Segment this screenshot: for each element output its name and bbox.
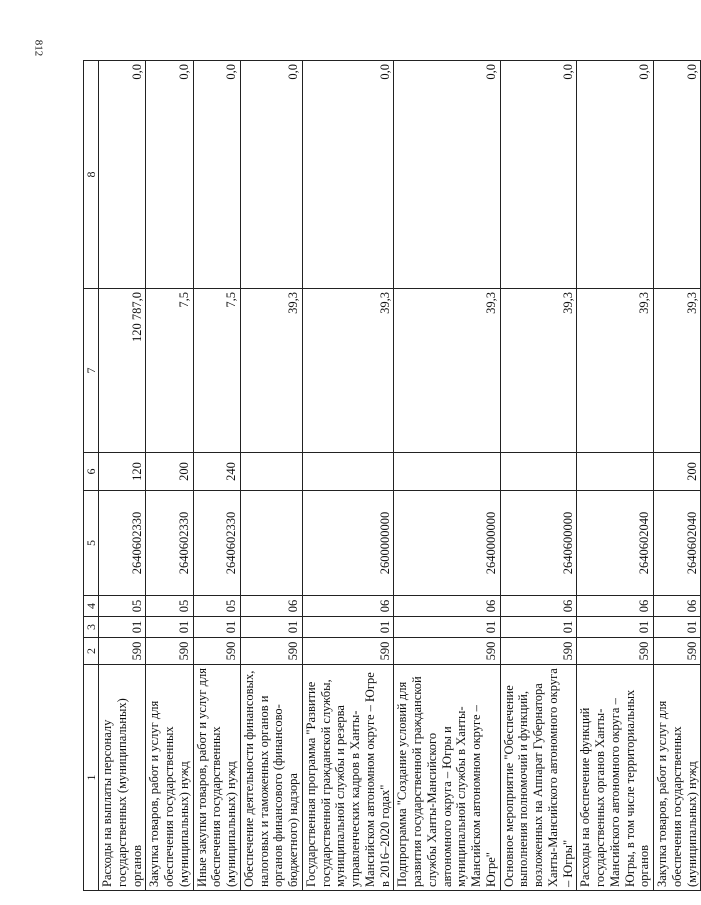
cell-admin-code: 590 (146, 638, 193, 665)
header-cell-8: 8 (84, 61, 99, 289)
cell-target-article: 2640602330 (146, 491, 193, 596)
cell-section: 01 (146, 617, 193, 638)
cell-admin-code: 590 (500, 638, 577, 665)
cell-subsection: 06 (577, 596, 654, 617)
row-description: Подпрограмма "Создание условий для развития государственной гражданской службы Ханты-Мансийского автономного округа – Югры и муниципальной службы в Ханты-Мансийском автономном округе – Югре" (394, 665, 500, 891)
cell-expense-type: 200 (654, 453, 701, 491)
cell-target-article: 2640602330 (193, 491, 240, 596)
cell-amount: 39,3 (654, 289, 701, 453)
cell-amount: 7,5 (146, 289, 193, 453)
cell-amount: 39,3 (240, 289, 302, 453)
row-description: Иные закупки товаров, работ и услуг для обеспечения государственных (муниципальных) нужд (193, 665, 240, 891)
cell-section: 01 (240, 617, 302, 638)
cell-amount-2: 0,0 (577, 61, 654, 289)
cell-subsection: 06 (500, 596, 577, 617)
rotated-table-wrapper (83, 61, 699, 891)
cell-subsection: 06 (654, 596, 701, 617)
cell-admin-code: 590 (240, 638, 302, 665)
cell-target-article: 2640602040 (654, 491, 701, 596)
cell-expense-type (394, 453, 500, 491)
header-cell-2: 2 (84, 638, 99, 665)
cell-amount-2: 0,0 (394, 61, 500, 289)
cell-admin-code: 590 (193, 638, 240, 665)
cell-section: 01 (577, 617, 654, 638)
row-description: Расходы на выплаты персоналу государственных (муниципальных) органов (99, 665, 146, 891)
cell-section: 01 (394, 617, 500, 638)
document-page (83, 61, 699, 891)
table-row (394, 61, 500, 891)
cell-admin-code: 590 (577, 638, 654, 665)
header-cell-3: 3 (84, 617, 99, 638)
cell-section: 01 (654, 617, 701, 638)
cell-admin-code: 590 (302, 638, 394, 665)
cell-subsection: 06 (240, 596, 302, 617)
cell-expense-type (577, 453, 654, 491)
cell-amount-2: 0,0 (500, 61, 577, 289)
cell-amount-2: 0,0 (99, 61, 146, 289)
cell-section: 01 (302, 617, 394, 638)
header-cell-1: 1 (84, 665, 99, 891)
cell-admin-code: 590 (394, 638, 500, 665)
row-description: Государственная программа "Развитие государственной гражданской службы, муниципальной службы и резерва управленческих кадров в Ханты-Мансийском автономном округе – Югре в 2016–2020 годах" (302, 665, 394, 891)
table-row (654, 61, 701, 891)
cell-amount: 120 787,0 (99, 289, 146, 453)
header-cell-6: 6 (84, 453, 99, 491)
header-cell-7: 7 (84, 289, 99, 453)
cell-section: 01 (500, 617, 577, 638)
cell-amount: 39,3 (302, 289, 394, 453)
cell-amount: 39,3 (500, 289, 577, 453)
row-description: Закупка товаров, работ и услуг для обеспечения государственных (муниципальных) нужд (654, 665, 701, 891)
cell-amount-2: 0,0 (240, 61, 302, 289)
cell-target-article: 2640602330 (99, 491, 146, 596)
cell-subsection: 05 (193, 596, 240, 617)
cell-amount-2: 0,0 (654, 61, 701, 289)
cell-target-article: 2600000000 (302, 491, 394, 596)
table-row (193, 61, 240, 891)
cell-amount-2: 0,0 (146, 61, 193, 289)
cell-subsection: 06 (302, 596, 394, 617)
cell-target-article: 2640000000 (394, 491, 500, 596)
cell-amount: 39,3 (394, 289, 500, 453)
cell-expense-type (500, 453, 577, 491)
cell-expense-type: 200 (146, 453, 193, 491)
header-cell-4: 4 (84, 596, 99, 617)
cell-amount: 7,5 (193, 289, 240, 453)
cell-target-article: 2640602040 (577, 491, 654, 596)
row-description: Расходы на обеспечение функций государственных органов Ханты-Мансийского автономного округа – Югры, в том числе территориальных органов (577, 665, 654, 891)
cell-subsection: 06 (394, 596, 500, 617)
table-row (99, 61, 146, 891)
cell-amount-2: 0,0 (193, 61, 240, 289)
table-row (302, 61, 394, 891)
cell-expense-type: 240 (193, 453, 240, 491)
cell-expense-type (302, 453, 394, 491)
page-number: 812 (32, 39, 45, 57)
cell-section: 01 (99, 617, 146, 638)
cell-expense-type: 120 (99, 453, 146, 491)
row-description: Закупка товаров, работ и услуг для обеспечения государственных (муниципальных) нужд (146, 665, 193, 891)
cell-amount-2: 0,0 (302, 61, 394, 289)
budget-table (83, 60, 701, 891)
header-cell-5: 5 (84, 491, 99, 596)
cell-admin-code: 590 (99, 638, 146, 665)
cell-target-article: 2640600000 (500, 491, 577, 596)
cell-admin-code: 590 (654, 638, 701, 665)
row-description: Обеспечение деятельности финансовых, налоговых и таможенных органов и органов финансового (финансово-бюджетного) надзора (240, 665, 302, 891)
table-header-row (84, 61, 99, 891)
table-row (146, 61, 193, 891)
cell-subsection: 05 (99, 596, 146, 617)
row-description: Основное мероприятие "Обеспечение выполнения полномочий и функций, возложенных на Аппарат Губернатора Ханты-Мансийского автономного округа – Югры" (500, 665, 577, 891)
table-row (577, 61, 654, 891)
cell-amount: 39,3 (577, 289, 654, 453)
cell-target-article (240, 491, 302, 596)
table-row (500, 61, 577, 891)
table-row (240, 61, 302, 891)
cell-subsection: 05 (146, 596, 193, 617)
cell-section: 01 (193, 617, 240, 638)
cell-expense-type (240, 453, 302, 491)
